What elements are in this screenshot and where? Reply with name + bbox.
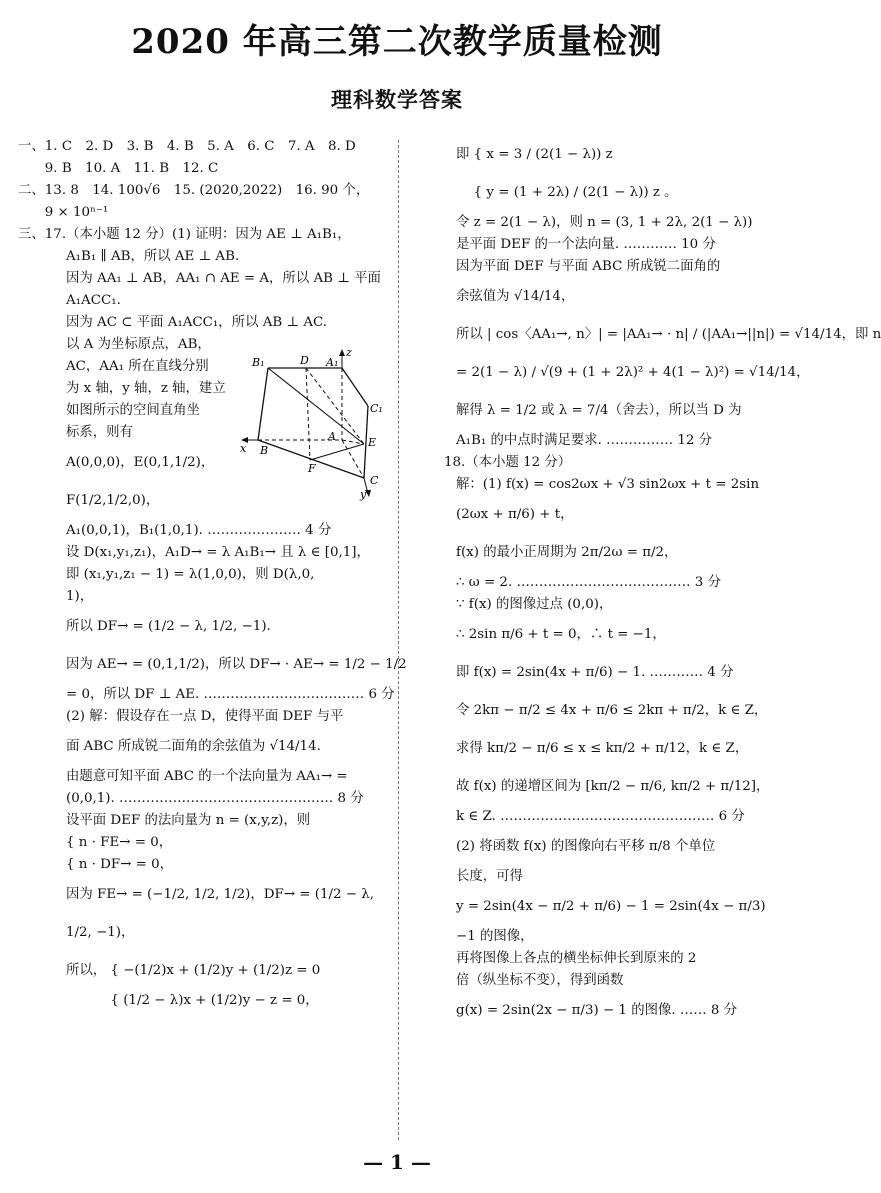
- answer-line: 二、13. 8 14. 100√6 15. (2020,2022) 16. 90 个，: [18, 183, 370, 198]
- answer-line: { n · FE→ = 0，: [66, 835, 173, 850]
- answer-line: A₁(0,0,1)，B₁(1,0,1). ………………… 4 分: [66, 523, 332, 538]
- left-column: [18, 136, 407, 1012]
- answer-line: 如图所示的空间直角坐: [66, 403, 200, 418]
- answer-line: AC，AA₁ 所在直线分别: [66, 359, 209, 374]
- label-c: C: [370, 474, 379, 487]
- answer-line: 余弦值为 √14/14，: [456, 289, 575, 304]
- answer-line: { y = (1 + 2λ) / (2(1 − λ)) z 。: [456, 185, 678, 200]
- label-b1: B₁: [252, 356, 265, 369]
- answer-line: 9 × 10ⁿ⁻¹: [18, 205, 109, 220]
- answer-line: 一、1. C 2. D 3. B 4. B 5. A 6. C 7. A 8. D: [18, 139, 356, 154]
- answer-line: 长度，可得: [456, 869, 523, 884]
- answer-line: 面 ABC 所成锐二面角的余弦值为 √14/14.: [66, 739, 321, 754]
- answer-line: A(0,0,0)，E(0,1,1/2)，: [66, 455, 215, 470]
- answer-line: 即 f(x) = 2sin(4x + π/6) − 1. ………… 4 分: [456, 665, 734, 680]
- answer-line: f(x) 的最小正周期为 2π/2ω = π/2，: [456, 545, 678, 560]
- answer-line: ∵ f(x) 的图像过点 (0,0)，: [456, 597, 613, 612]
- answer-line: 为 x 轴，y 轴，z 轴，建立: [66, 381, 226, 396]
- answer-line: ∴ ω = 2. ………………………………… 3 分: [456, 575, 721, 590]
- label-c1: C₁: [370, 402, 383, 415]
- answer-line: 所以， { −(1/2)x + (1/2)y + (1/2)z = 0: [66, 963, 321, 978]
- answer-line: 以 A 为坐标原点，AB，: [66, 337, 211, 352]
- answer-line: 倍（纵坐标不变），得到函数: [456, 973, 624, 988]
- answer-line: 设 D(x₁,y₁,z₁)，A₁D→ = λ A₁B₁→ 且 λ ∈ [0,1]，: [66, 545, 370, 560]
- label-a: A: [328, 430, 336, 443]
- page-subtitle: 理科数学答案: [331, 87, 463, 112]
- answer-line: 所以 DF→ = (1/2 − λ, 1/2, −1).: [66, 619, 271, 634]
- answer-line: 因为 FE→ = (−1/2, 1/2, 1/2)，DF→ = (1/2 − λ,: [66, 887, 375, 902]
- answer-line: 因为 AE→ = (0,1,1/2)，所以 DF→ · AE→ = 1/2 − 1/2: [66, 657, 407, 672]
- answer-line: 令 2kπ − π/2 ≤ 4x + π/6 ≤ 2kπ + π/2，k ∈ Z，: [456, 703, 768, 718]
- answer-line: (0,0,1). ………………………………………… 8 分: [66, 791, 364, 806]
- answer-line: 故 f(x) 的递增区间为 [kπ/2 − π/6, kπ/2 + π/12]，: [456, 779, 770, 794]
- label-x: x: [240, 442, 247, 455]
- answer-line: = 0，所以 DF ⊥ AE. ……………………………… 6 分: [66, 687, 395, 702]
- label-z: z: [346, 346, 352, 359]
- answer-line: 9. B 10. A 11. B 12. C: [18, 161, 219, 176]
- label-a1: A₁: [326, 356, 339, 369]
- label-f: F: [308, 462, 316, 475]
- answer-line: 三、17.（本小题 12 分）(1) 证明：因为 AE ⊥ A₁B₁，: [18, 227, 351, 242]
- column-divider: [398, 140, 399, 1140]
- answer-line: ∴ 2sin π/6 + t = 0，∴ t = −1，: [456, 627, 666, 642]
- answer-line: = 2(1 − λ) / √(9 + (1 + 2λ)² + 4(1 − λ)²) = √14/14，: [456, 365, 810, 380]
- answer-line: 因为 AA₁ ⊥ AB，AA₁ ∩ AE = A，所以 AB ⊥ 平面: [66, 271, 381, 286]
- answer-line: (2) 将函数 f(x) 的图像向右平移 π/8 个单位: [456, 839, 716, 854]
- answer-line: { (1/2 − λ)x + (1/2)y − z = 0，: [66, 993, 319, 1008]
- answer-line: 令 z = 2(1 − λ)，则 n = (3, 1 + 2λ, 2(1 − λ)): [456, 215, 753, 230]
- answer-line: 求得 kπ/2 − π/6 ≤ x ≤ kπ/2 + π/12，k ∈ Z，: [456, 741, 749, 756]
- answer-line: 即 (x₁,y₁,z₁ − 1) = λ(1,0,0)，则 D(λ,0,: [66, 567, 315, 582]
- answer-line: 1/2, −1)，: [66, 925, 135, 940]
- answer-line: g(x) = 2sin(2x − π/3) − 1 的图像. …… 8 分: [456, 1003, 738, 1018]
- label-y: y: [360, 488, 367, 501]
- answer-line: 18.（本小题 12 分）: [444, 455, 572, 470]
- label-e: E: [368, 436, 377, 449]
- answer-line: 所以 | cos〈AA₁→, n〉| = |AA₁→ · n| / (|AA₁→||n|) = √14/14，即 n: [456, 327, 881, 342]
- answer-line: 是平面 DEF 的一个法向量. ………… 10 分: [456, 237, 716, 252]
- answer-line: 设平面 DEF 的法向量为 n = (x,y,z)，则: [66, 813, 311, 828]
- geometry-figure: [238, 348, 386, 500]
- answer-line: { n · DF→ = 0，: [66, 857, 174, 872]
- label-d: D: [300, 354, 309, 367]
- answer-line: A₁ACC₁.: [66, 293, 121, 308]
- answer-line: (2ωx + π/6) + t，: [456, 507, 574, 522]
- answer-line: 标系，则有: [66, 425, 133, 440]
- right-column: [444, 136, 881, 1030]
- prism-diagram: [238, 348, 386, 500]
- answer-line: y = 2sin(4x − π/2 + π/6) − 1 = 2sin(4x − π/3): [456, 899, 766, 914]
- answer-line: 由题意可知平面 ABC 的一个法向量为 AA₁→ =: [66, 769, 348, 784]
- answer-line: 解：(1) f(x) = cos2ωx + √3 sin2ωx + t = 2sin: [456, 477, 760, 492]
- page-title: 2020 年高三第二次教学质量检测: [131, 22, 663, 62]
- answer-line: k ∈ Z. ………………………………………… 6 分: [456, 809, 745, 824]
- answer-line: 因为平面 DEF 与平面 ABC 所成锐二面角的: [456, 259, 721, 274]
- answer-line: 因为 AC ⊂ 平面 A₁ACC₁，所以 AB ⊥ AC.: [66, 315, 328, 330]
- answer-line: 再将图像上各点的横坐标伸长到原来的 2: [456, 951, 697, 966]
- answer-line: A₁B₁ ∥ AB，所以 AE ⊥ AB.: [66, 249, 240, 264]
- answer-line: 解得 λ = 1/2 或 λ = 7/4（舍去），所以当 D 为: [456, 403, 742, 418]
- answer-line: 1)，: [66, 589, 94, 604]
- answer-line: −1 的图像，: [456, 929, 534, 944]
- answer-line: (2) 解：假设存在一点 D，使得平面 DEF 与平: [66, 709, 344, 724]
- label-b: B: [260, 444, 269, 457]
- answer-line: F(1/2,1/2,0)，: [66, 493, 160, 508]
- answer-line: 即 { x = 3 / (2(1 − λ)) z: [456, 147, 613, 162]
- answer-line: A₁B₁ 的中点时满足要求. …………… 12 分: [456, 433, 713, 448]
- page-number: — 1 —: [363, 1150, 431, 1174]
